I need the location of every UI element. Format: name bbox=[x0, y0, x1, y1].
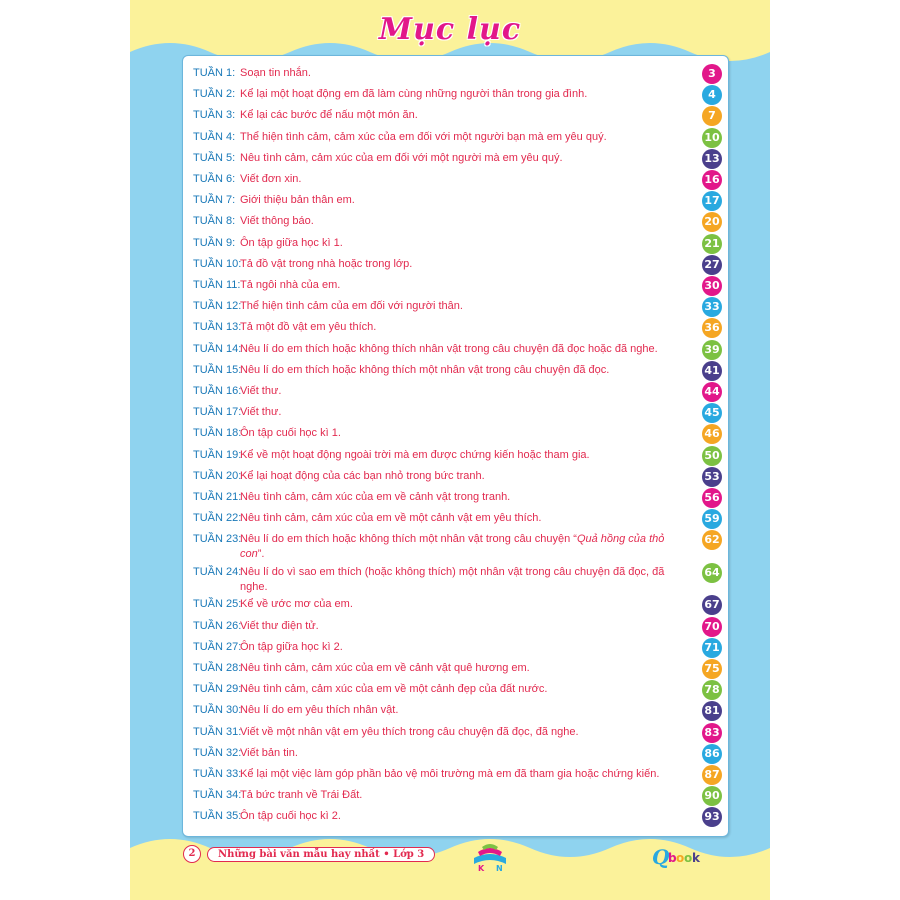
kn-book-logo-icon bbox=[468, 838, 512, 872]
svg-text:K: K bbox=[478, 864, 485, 872]
toc-week-label: TUẦN 15: bbox=[193, 363, 242, 376]
toc-entry-story-title: Quả hồng của thỏ con bbox=[240, 533, 665, 561]
toc-entry-text: Ôn tập cuối học kì 2. bbox=[240, 810, 341, 823]
page-number-badge[interactable]: 17 bbox=[702, 191, 722, 211]
page-number-badge[interactable]: 30 bbox=[702, 276, 722, 296]
page-number-badge[interactable]: 45 bbox=[702, 403, 722, 423]
page-number-badge[interactable]: 41 bbox=[702, 361, 722, 381]
toc-week-label: TUẦN 6: bbox=[193, 173, 236, 185]
toc-week-label: TUẦN 12: bbox=[193, 300, 242, 313]
page-number-badge[interactable]: 13 bbox=[702, 149, 722, 169]
svg-text:k: k bbox=[692, 851, 700, 865]
page-number-badge[interactable]: 33 bbox=[702, 297, 722, 317]
page-number-badge[interactable]: 36 bbox=[702, 318, 722, 338]
toc-week-label: TUẦN 33: bbox=[193, 768, 242, 780]
page-number-badge[interactable]: 16 bbox=[702, 170, 722, 190]
page-number-badge[interactable]: 3 bbox=[702, 64, 722, 84]
toc-week-label: TUẦN 24: bbox=[193, 565, 242, 578]
page-number-badge[interactable]: 90 bbox=[702, 786, 722, 806]
toc-week-label: TUẦN 10: bbox=[193, 257, 242, 270]
toc-entry-text: Viết bản tin. bbox=[240, 746, 298, 759]
svg-text:N: N bbox=[496, 864, 503, 872]
qbook-logo-icon bbox=[650, 842, 710, 870]
toc-week-label: TUẦN 21: bbox=[193, 491, 242, 503]
page-number-badge[interactable]: 50 bbox=[702, 446, 722, 466]
toc-entry-text-start: Nêu lí do em thích hoặc không thích một nhân vật trong câu chuyện “ bbox=[240, 533, 577, 546]
toc-entry-text: Thể hiện tình cảm, cảm xúc của em đối với một người bạn mà em yêu quý. bbox=[240, 130, 607, 143]
toc-week-label: TUẦN 29: bbox=[193, 683, 242, 696]
page-number-badge[interactable]: 56 bbox=[702, 488, 722, 508]
toc-entry-text: Soạn tin nhắn. bbox=[240, 67, 311, 79]
toc-week-label: TUẦN 9: bbox=[193, 236, 236, 249]
page-number: 2 bbox=[183, 845, 201, 863]
toc-entry-text: Ôn tập giữa học kì 2. bbox=[240, 640, 343, 653]
toc-entry-text: Nêu tình cảm, cảm xúc của em về cảnh vật quê hương em. bbox=[240, 662, 530, 674]
toc-week-label: TUẦN 11: bbox=[193, 279, 241, 291]
toc-entry-text: Kể lại một hoạt động em đã làm cùng những người thân trong gia đình. bbox=[240, 88, 588, 101]
page-number-badge[interactable]: 7 bbox=[702, 106, 722, 126]
page-number-badge[interactable]: 59 bbox=[702, 509, 722, 529]
toc-week-label: TUẦN 30: bbox=[193, 704, 242, 717]
toc-week-label: TUẦN 22: bbox=[193, 512, 242, 525]
toc-entry-text: Nêu lí do em thích hoặc không thích nhân vật trong câu chuyện đã đọc hoặc đã nghe. bbox=[240, 342, 658, 355]
svg-text:o: o bbox=[676, 851, 685, 865]
page-number-badge[interactable]: 64 bbox=[702, 563, 722, 583]
toc-entry-text: Kể lại một việc làm góp phần bảo vệ môi trường mà em đã tham gia hoặc chứng kiến. bbox=[240, 768, 660, 780]
toc-entry-text: Viết thư điện tử. bbox=[240, 619, 319, 632]
toc-week-label: TUẦN 3: bbox=[193, 109, 236, 122]
toc-entry-text: Nêu tình cảm, cảm xúc của em về một cảnh vật em yêu thích. bbox=[240, 512, 542, 525]
toc-entry-text: Nêu tình cảm, cảm xúc của em đối với một người mà em yêu quý. bbox=[240, 151, 563, 164]
toc-week-label: TUẦN 27: bbox=[193, 640, 242, 653]
page-number-badge[interactable]: 71 bbox=[702, 638, 722, 658]
svg-text:Q: Q bbox=[652, 845, 670, 869]
toc-week-label: TUẦN 8: bbox=[193, 215, 236, 228]
toc-week-label: TUẦN 4: bbox=[193, 130, 236, 143]
toc-week-label: TUẦN 18: bbox=[193, 427, 242, 440]
page-number-badge[interactable]: 75 bbox=[702, 659, 722, 679]
page-title: Mục lục bbox=[378, 12, 522, 47]
toc-week-label: TUẦN 5: bbox=[193, 151, 236, 164]
toc-week-label: TUẦN 28: bbox=[193, 662, 242, 674]
toc-entry-text: Tả ngôi nhà của em. bbox=[240, 279, 341, 291]
toc-week-label: TUẦN 14: bbox=[193, 342, 242, 355]
toc-week-label: TUẦN 19: bbox=[193, 448, 242, 461]
toc-week-label: TUẦN 31: bbox=[193, 725, 242, 738]
svg-text:b: b bbox=[668, 851, 677, 865]
toc-week-label: TUẦN 16: bbox=[193, 385, 242, 397]
toc-week-label: TUẦN 20: bbox=[193, 469, 242, 482]
page bbox=[130, 0, 770, 900]
page-number-badge[interactable]: 53 bbox=[702, 467, 722, 487]
toc-entry-text: Viết thông báo. bbox=[240, 215, 314, 228]
toc-entry-text: Tả bức tranh về Trái Đất. bbox=[240, 789, 363, 802]
toc-entry-text: Viết đơn xin. bbox=[240, 173, 302, 185]
toc-entry-text: Nêu tình cảm, cảm xúc của em về một cảnh đẹp của đất nước. bbox=[240, 683, 548, 696]
page-number-badge[interactable]: 10 bbox=[702, 128, 722, 148]
page-number-badge[interactable]: 44 bbox=[702, 382, 722, 402]
toc-week-label: TUẦN 2: bbox=[193, 88, 236, 101]
toc-week-label: TUẦN 13: bbox=[193, 321, 242, 334]
toc-entry-text: Nêu lí do em yêu thích nhân vật. bbox=[240, 704, 399, 717]
page-number-badge[interactable]: 21 bbox=[702, 234, 722, 254]
toc-entry-text: Viết thư. bbox=[240, 406, 282, 419]
toc-entry-text: Nêu lí do vì sao em thích (hoặc không thích) một nhân vật trong câu chuyện đã đọc, đã nghe. bbox=[240, 565, 665, 593]
page-number-badge[interactable]: 87 bbox=[702, 765, 722, 785]
page-number-badge[interactable]: 27 bbox=[702, 255, 722, 275]
toc-week-label: TUẦN 32: bbox=[193, 746, 242, 759]
toc-entry-text: Tả một đồ vật em yêu thích. bbox=[240, 321, 377, 334]
toc-week-label: TUẦN 35: bbox=[193, 810, 242, 823]
toc-entry-text: Ôn tập giữa học kì 1. bbox=[240, 236, 343, 249]
toc-entry-text: Viết thư. bbox=[240, 385, 282, 397]
page-number-badge[interactable]: 83 bbox=[702, 723, 722, 743]
page-number-badge[interactable]: 67 bbox=[702, 595, 722, 615]
toc-week-label: TUẦN 7: bbox=[193, 194, 236, 207]
toc-entry-text: Kể về một hoạt động ngoài trời mà em được chứng kiến hoặc tham gia. bbox=[240, 448, 590, 461]
toc-entry-text: Ôn tập cuối học kì 1. bbox=[240, 427, 341, 440]
toc-card bbox=[182, 55, 729, 837]
toc-week-label: TUẦN 1: bbox=[193, 67, 236, 79]
page-number-badge[interactable]: 78 bbox=[702, 680, 722, 700]
toc-entry-text: Kể lại các bước để nấu một món ăn. bbox=[240, 109, 418, 122]
toc-entry-text: Tả đồ vật trong nhà hoặc trong lớp. bbox=[240, 257, 413, 270]
toc-week-label: TUẦN 25: bbox=[193, 598, 242, 611]
toc-week-label: TUẦN 17: bbox=[193, 406, 242, 419]
svg-text:o: o bbox=[684, 851, 693, 865]
page-number-badge[interactable]: 4 bbox=[702, 85, 722, 105]
page-number-badge[interactable]: 39 bbox=[702, 340, 722, 360]
toc-entry-text-end: ”. bbox=[257, 548, 265, 561]
toc-entry-text: Nêu tình cảm, cảm xúc của em về cảnh vật trong tranh. bbox=[240, 491, 511, 503]
toc-entry-text: Kể về ước mơ của em. bbox=[240, 598, 353, 611]
toc-entry-text: Viết về một nhân vật em yêu thích trong câu chuyện đã đọc, đã nghe. bbox=[240, 725, 579, 738]
page-number-badge[interactable]: 70 bbox=[702, 617, 722, 637]
toc-week-label: TUẦN 26: bbox=[193, 619, 242, 632]
toc-entry-text: Nêu lí do em thích hoặc không thích một nhân vật trong câu chuyện đã đọc. bbox=[240, 363, 610, 376]
page-number-badge[interactable]: 46 bbox=[702, 424, 722, 444]
page-number-badge[interactable]: 20 bbox=[702, 212, 722, 232]
toc-entry-text: Giới thiệu bản thân em. bbox=[240, 194, 355, 207]
page-number-badge[interactable]: 62 bbox=[702, 530, 722, 550]
toc-entry-text: Kể lại hoạt động của các bạn nhỏ trong bức tranh. bbox=[240, 469, 485, 482]
toc-entry-text: Thể hiện tình cảm của em đối với người thân. bbox=[240, 300, 463, 313]
toc-week-label: TUẦN 34: bbox=[193, 789, 242, 802]
page-number-badge[interactable]: 86 bbox=[702, 744, 722, 764]
footer bbox=[183, 845, 435, 863]
toc-entry-text bbox=[240, 532, 680, 562]
page-number-badge[interactable]: 81 bbox=[702, 701, 722, 721]
page-number-badge[interactable]: 93 bbox=[702, 807, 722, 827]
book-title: Những bài văn mẫu hay nhất • Lớp 3 bbox=[207, 847, 435, 862]
toc-week-label: TUẦN 23: bbox=[193, 533, 242, 546]
